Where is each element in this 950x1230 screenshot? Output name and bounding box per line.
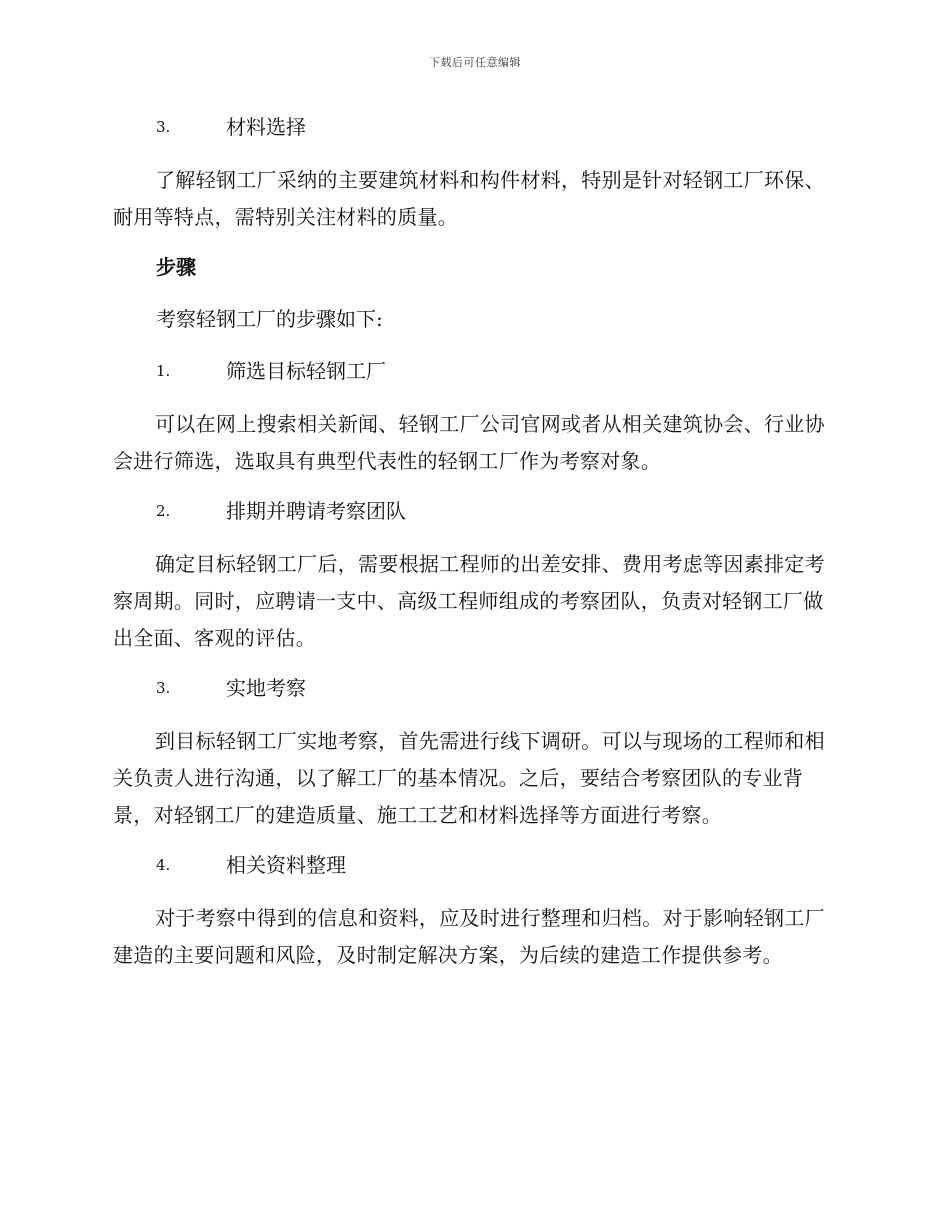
paragraph-materials: 了解轻钢工厂采纳的主要建筑材料和构件材料，特别是针对轻钢工厂环保、耐用等特点，需特别关注材料的质量。 bbox=[113, 168, 825, 229]
list-item-step1 bbox=[113, 354, 833, 406]
document-body bbox=[113, 110, 833, 988]
paragraph-step3: 到目标轻钢工厂实地考察，首先需进行线下调研。可以与现场的工程师和相关负责人进行沟通，以了解工厂的基本情况。之后，要结合考察团队的专业背景，对轻钢工厂的建造质量、施工工艺和材料选择等方面进行考察。 bbox=[113, 729, 825, 827]
steps-intro: 考察轻钢工厂的步骤如下: bbox=[156, 307, 383, 331]
list-number: 4. bbox=[156, 856, 171, 874]
paragraph-step2: 确定目标轻钢工厂后，需要根据工程师的出差安排、费用考虑等因素排定考察周期。同时，应聘请一支中、高级工程师组成的考察团队，负责对轻钢工厂做出全面、客观的评估。 bbox=[113, 552, 825, 650]
page-header: 下载后可任意编辑 bbox=[429, 56, 521, 69]
list-item-title: 相关资料整理 bbox=[226, 853, 346, 877]
list-item-title: 实地考察 bbox=[226, 676, 306, 700]
list-number: 3. bbox=[156, 118, 171, 136]
list-item-step2 bbox=[113, 494, 833, 546]
list-item-title: 材料选择 bbox=[226, 115, 306, 139]
list-item-title: 筛选目标轻钢工厂 bbox=[226, 359, 386, 383]
list-item-materials bbox=[113, 110, 833, 162]
list-number: 2. bbox=[156, 502, 171, 520]
list-number: 1. bbox=[156, 362, 171, 380]
list-item-title: 排期并聘请考察团队 bbox=[226, 499, 406, 523]
list-item-step3 bbox=[113, 671, 833, 723]
list-item-step4 bbox=[113, 848, 833, 900]
list-number: 3. bbox=[156, 679, 171, 697]
paragraph-step1: 可以在网上搜索相关新闻、轻钢工厂公司官网或者从相关建筑协会、行业协会进行筛选，选取具有典型代表性的轻钢工厂作为考察对象。 bbox=[113, 412, 825, 473]
section-heading-steps: 步骤 bbox=[156, 255, 196, 279]
paragraph-step4: 对于考察中得到的信息和资料，应及时进行整理和归档。对于影响轻钢工厂建造的主要问题和风险，及时制定解决方案，为后续的建造工作提供参考。 bbox=[113, 906, 825, 967]
